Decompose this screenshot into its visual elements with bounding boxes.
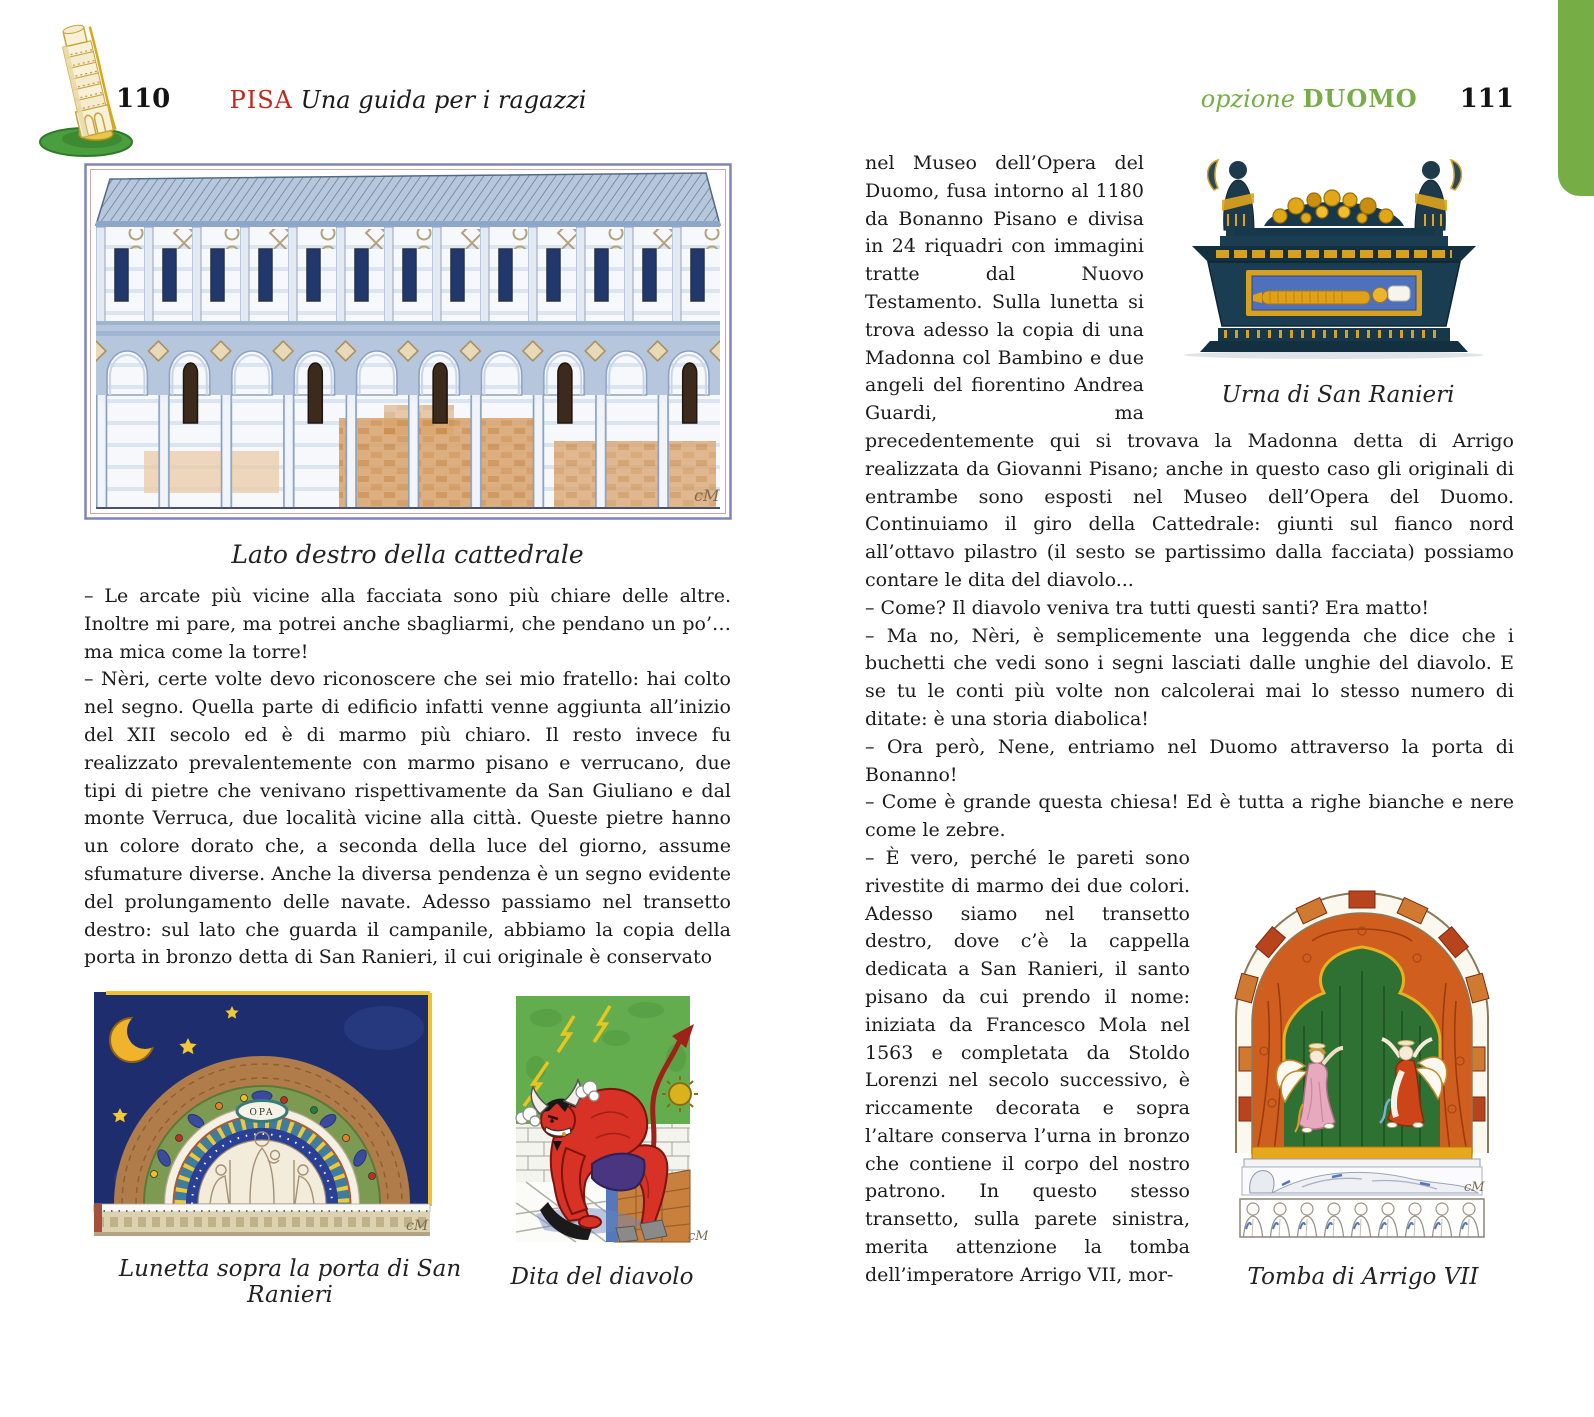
book-subtitle: Una guida per i ragazzi [300, 86, 587, 114]
urna-figure [1162, 144, 1514, 410]
caption-devil: Dita del diavolo [510, 1264, 694, 1291]
paragraph: – Ora però, Nene, entriamo nel Duomo attraverso la porta di Bonanno! [865, 735, 1514, 786]
artist-signature: cM [406, 1218, 429, 1235]
page-111 [797, 0, 1594, 1417]
section-color-bar [1558, 0, 1594, 196]
tomba-illustration [1212, 851, 1512, 1241]
running-header-left [84, 86, 732, 114]
page-number-left: 110 [116, 84, 171, 114]
lunetta-figure [84, 988, 496, 1308]
paragraph: – Come è grande questa chiesa! Ed è tutta a righe bianche e nere come le zebre. [865, 791, 1514, 842]
opa-cartouche: OPA [249, 1108, 275, 1119]
devil-illustration [496, 988, 708, 1246]
brand-name: PISA [229, 86, 293, 114]
artist-signature: cM [1464, 1179, 1485, 1195]
paragraph: – Nèri, certe volte devo riconoscere che sei mio fratello: hai colto nel segno. Quella parte di edificio infatti venne aggiunta all’inizio del XII secolo ed è di marmo più chiaro. Il resto invece fu realizzato prevalentemente con marmo pisano e verrucano, due tipi di pietre che venivano rispettivamente da San Giuliano e dal monte Verruca, due località vicine alla città. Queste pietre hanno un colore dorato che, a seconda della luce del giorno, assume sfumature diverse. Anche la diversa pendenza è un segno evidente del prolungamento delle navate. Adesso passiamo nel transetto destro: sul lato che guarda il campanile, abbiamo la copia della porta in bronzo detta di San Ranieri, il cui originale è conservato [84, 668, 731, 969]
paragraph: nel Museo dell’Opera del Duomo, fusa intorno al 1180 da Bonanno Pisano e divisa in 24 riquadri con immagini tratte dal Nuovo Testamento. Sulla lunetta si trova adesso la copia di una Madonna col Bambino e due angeli del fiorentino Andrea Guardi, ma precedentemente qui si trovava la Madonna detta di Arrigo realizzata da Giovanni Pisano; anche in questo caso gli originali di entrambe sono esposti nel Museo dell’Opera del Duomo. Continuiamo il giro della Cattedrale: giunti sul fianco nord all’ottavo pilastro (il sesto se partissimo dalla facciata) possiamo contare le dita del diavolo... [865, 152, 1514, 591]
bottom-figures-row [84, 988, 732, 1308]
artist-signature: cM [694, 486, 720, 505]
cathedral-illustration [84, 163, 732, 520]
cathedral-figure [84, 163, 731, 569]
body-text-left [84, 583, 731, 972]
urna-illustration [1162, 144, 1507, 359]
caption-tomba: Tomba di Arrigo VII [1247, 1263, 1479, 1290]
section-title [1201, 84, 1418, 113]
body-text-right [865, 150, 1514, 1298]
artist-signature: cM [688, 1229, 708, 1245]
paragraph: – Ma no, Nèri, è semplicemente una leggenda che dice che i buchetti che vedi sono i segni lasciati dalle unghie del diavolo. E se tu le conti più volte non calcolerai mai lo stesso numero di ditate: è una storia diabolica! [865, 624, 1514, 730]
section-prefix: opzione [1200, 85, 1295, 113]
section-name: DUOMO [1302, 84, 1418, 113]
lunetta-illustration [84, 988, 440, 1238]
devil-figure [496, 988, 708, 1290]
tomba-figure [1212, 851, 1514, 1292]
caption-cathedral: Lato destro della cattedrale [231, 540, 584, 569]
caption-urna: Urna di San Ranieri [1221, 381, 1455, 408]
page-number-right: 111 [1459, 84, 1514, 114]
caption-lunetta: Lunetta sopra la porta di San Ranieri [118, 1256, 462, 1309]
paragraph: – Come? Il diavolo veniva tra tutti questi santi? Era matto! [865, 596, 1430, 619]
running-header-right [865, 84, 1514, 114]
paragraph: – Le arcate più vicine alla facciata sono più chiare delle altre. Inoltre mi pare, ma potrei anche sbagliarmi, che pendano un po’… ma mica come la torre! [84, 585, 731, 663]
paragraph: – È vero, perché le pareti sono rivestite di marmo dei due colori. Adesso siamo nel transetto destro, dove c’è la cappella dedicata a San Ranieri, il santo pisano da cui prendo il nome: iniziata da Francesco Mola nel 1563 e completata da Stoldo Lorenzi nel secolo successivo, è riccamente decorata e sopra l’altare conserva l’urna in bronzo che contiene il corpo del nostro patrono. In questo stesso transetto, sulla parete sinistra, merita attenzione la tomba dell’imperatore Arrigo VII, mor- [865, 846, 1190, 1286]
